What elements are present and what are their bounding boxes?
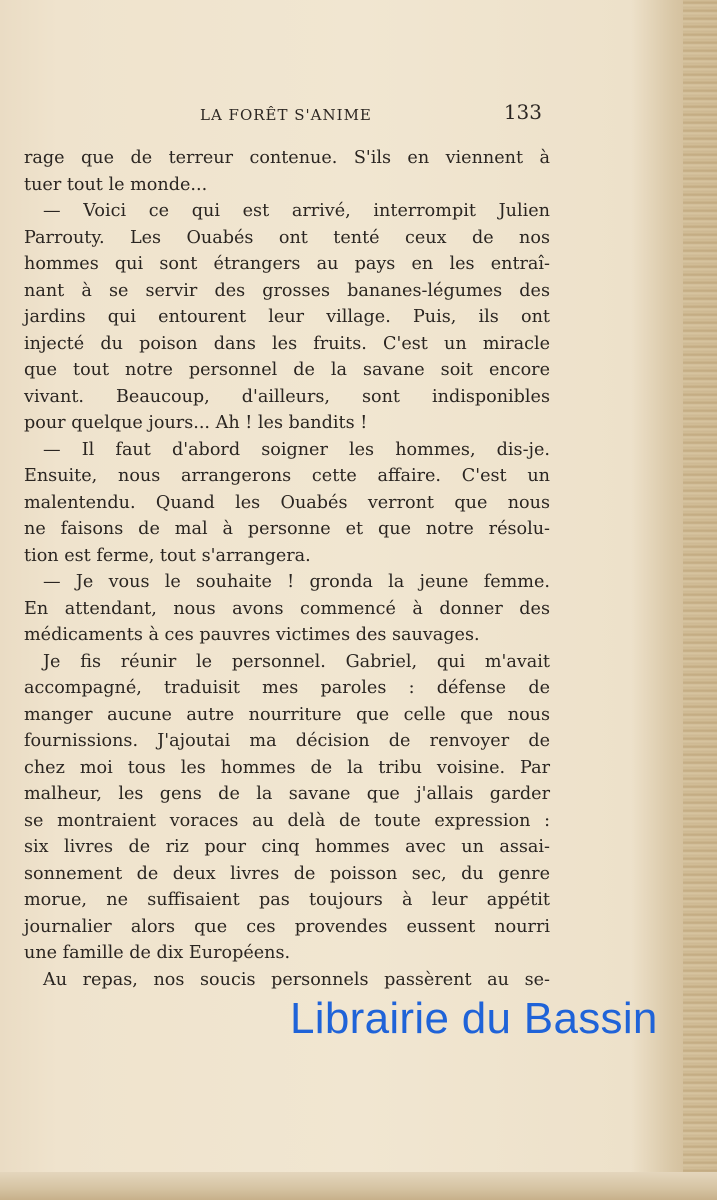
- text-line: malentendu. Quand les Ouabés verront que nous: [24, 492, 550, 513]
- watermark-text: Librairie du Bassin: [290, 994, 658, 1043]
- text-line: rage que de terreur contenue. S'ils en viennent à: [24, 148, 550, 168]
- text-line: six livres de riz pour cinq hommes avec un assai-: [24, 837, 550, 857]
- text-line: pour quelque jours... Ah ! les bandits !: [24, 413, 368, 433]
- text-line: — Voici ce qui est arrivé, interrompit Julien: [43, 201, 550, 221]
- text-line: ne faisons de mal à personne et que notre résolu-: [24, 519, 550, 539]
- text-line: — Je vous le souhaite ! gronda la jeune femme.: [43, 572, 550, 592]
- text-line: malheur, les gens de la savane que j'allais garder: [24, 784, 550, 804]
- text-line: jardins qui entourent leur village. Puis, ils ont: [24, 307, 550, 327]
- text-line: vivant. Beaucoup, d'ailleurs, sont indisponibles: [24, 386, 550, 407]
- text-line: nant à se servir des grosses bananes-légumes des: [24, 280, 550, 301]
- text-line: journalier alors que ces provendes eussent nourri: [24, 916, 550, 937]
- text-line: morue, ne suffisaient pas toujours à leur appétit: [24, 890, 550, 910]
- text-line: une famille de dix Européens.: [24, 943, 291, 963]
- text-line: se montraient voraces au delà de toute expression :: [24, 810, 550, 831]
- text-line: Parrouty. Les Ouabés ont tenté ceux de nos: [24, 227, 550, 248]
- text-line: chez moi tous les hommes de la tribu voisine. Par: [24, 757, 550, 778]
- text-line: tion est ferme, tout s'arrangera.: [24, 545, 311, 566]
- text-line: — Il faut d'abord soigner les hommes, dis-je.: [43, 439, 550, 460]
- page-edge-bottom: [0, 1172, 717, 1200]
- text-line: tuer tout le monde...: [24, 174, 208, 195]
- text-line: sonnement de deux livres de poisson sec, du genre: [24, 863, 550, 884]
- text-line: hommes qui sont étrangers au pays en les entraî-: [24, 254, 550, 274]
- text-line: manger aucune autre nourriture que celle que nous: [24, 704, 550, 725]
- page-edge-right: [683, 0, 717, 1200]
- text-line: Ensuite, nous arrangerons cette affaire. C'est un: [24, 466, 550, 486]
- running-title: LA FORÊT S'ANIME: [200, 106, 372, 124]
- text-line: Au repas, nos soucis personnels passèrent au se-: [43, 969, 550, 990]
- text-line: injecté du poison dans les fruits. C'est un miracle: [24, 333, 550, 354]
- text-line: fournissions. J'ajoutai ma décision de renvoyer de: [24, 731, 550, 751]
- text-line: En attendant, nous avons commencé à donner des: [24, 598, 550, 619]
- page-number: 133: [503, 100, 542, 124]
- body-text: [24, 145, 550, 993]
- text-line: accompagné, traduisit mes paroles : défense de: [24, 678, 550, 698]
- page-header: [24, 100, 552, 130]
- text-line: que tout notre personnel de la savane soit encore: [24, 360, 550, 380]
- text-line: médicaments à ces pauvres victimes des sauvages.: [24, 625, 480, 645]
- text-line: Je fis réunir le personnel. Gabriel, qui m'avait: [43, 651, 550, 672]
